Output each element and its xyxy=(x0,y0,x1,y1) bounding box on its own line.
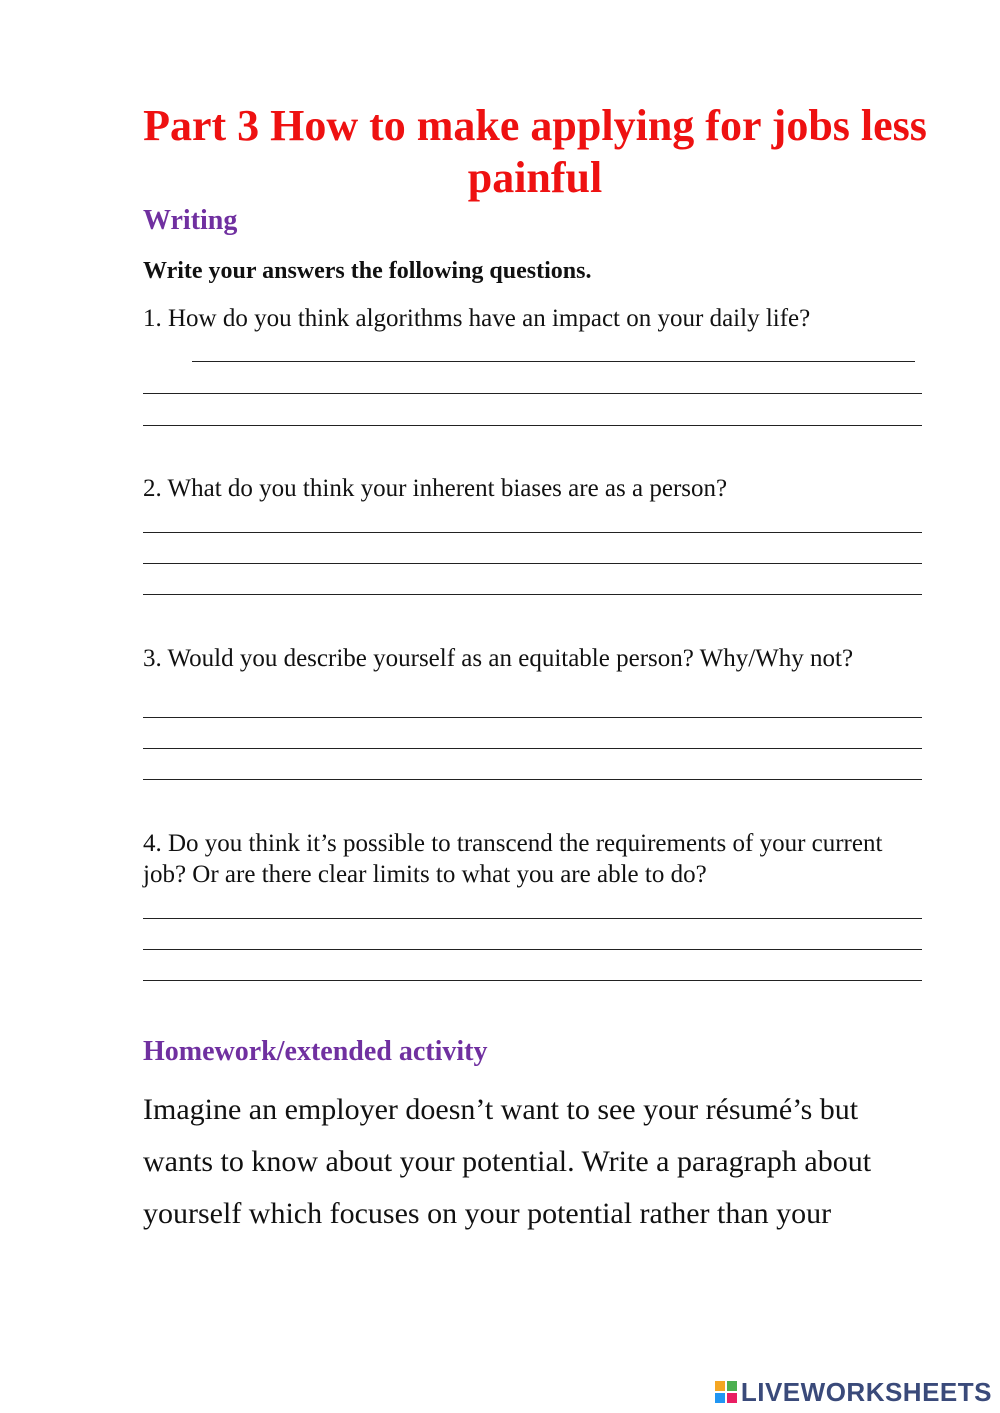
liveworksheets-logo xyxy=(715,1376,992,1407)
logo-square-2 xyxy=(727,1381,737,1391)
answer-line-q1-2[interactable] xyxy=(143,393,922,394)
answer-line-q3-2[interactable] xyxy=(143,748,922,749)
page-title: Part 3 How to make applying for jobs less painful xyxy=(143,101,927,202)
question-3: 3. Would you describe yourself as an equitable person? Why/Why not? xyxy=(143,645,854,672)
answer-line-q2-3[interactable] xyxy=(143,594,922,595)
answer-line-q1-3[interactable] xyxy=(143,425,922,426)
logo-square-4 xyxy=(727,1393,737,1403)
question-1: 1. How do you think algorithms have an impact on your daily life? xyxy=(143,305,811,332)
answer-line-q2-2[interactable] xyxy=(143,563,922,564)
answer-line-q4-2[interactable] xyxy=(143,949,922,950)
logo-text: LIVEWORKSHEETS xyxy=(740,1376,992,1407)
logo-square-3 xyxy=(715,1393,725,1403)
question-2: 2. What do you think your inherent biases are as a person? xyxy=(143,475,728,502)
answer-line-q4-1[interactable] xyxy=(143,918,922,919)
logo-square-1 xyxy=(715,1381,725,1391)
answer-line-q3-1[interactable] xyxy=(143,717,922,718)
answer-line-q2-1[interactable] xyxy=(143,532,922,533)
homework-paragraph: Imagine an employer doesn’t want to see your résumé’s but wants to know about your potential. Write a paragraph about yourself which focuses on your potential rather than your xyxy=(143,1093,872,1230)
answer-line-q3-3[interactable] xyxy=(143,779,922,780)
answer-line-q1-inline[interactable] xyxy=(192,361,915,362)
question-4: 4. Do you think it’s possible to transcend the requirements of your current job? Or are there clear limits to what you are able to do? xyxy=(143,830,883,888)
homework-heading: Homework/extended activity xyxy=(143,1036,488,1067)
instructions: Write your answers the following questions. xyxy=(143,258,592,284)
logo-mark-icon xyxy=(715,1381,737,1403)
answer-line-q4-3[interactable] xyxy=(143,980,922,981)
writing-heading: Writing xyxy=(143,205,238,236)
